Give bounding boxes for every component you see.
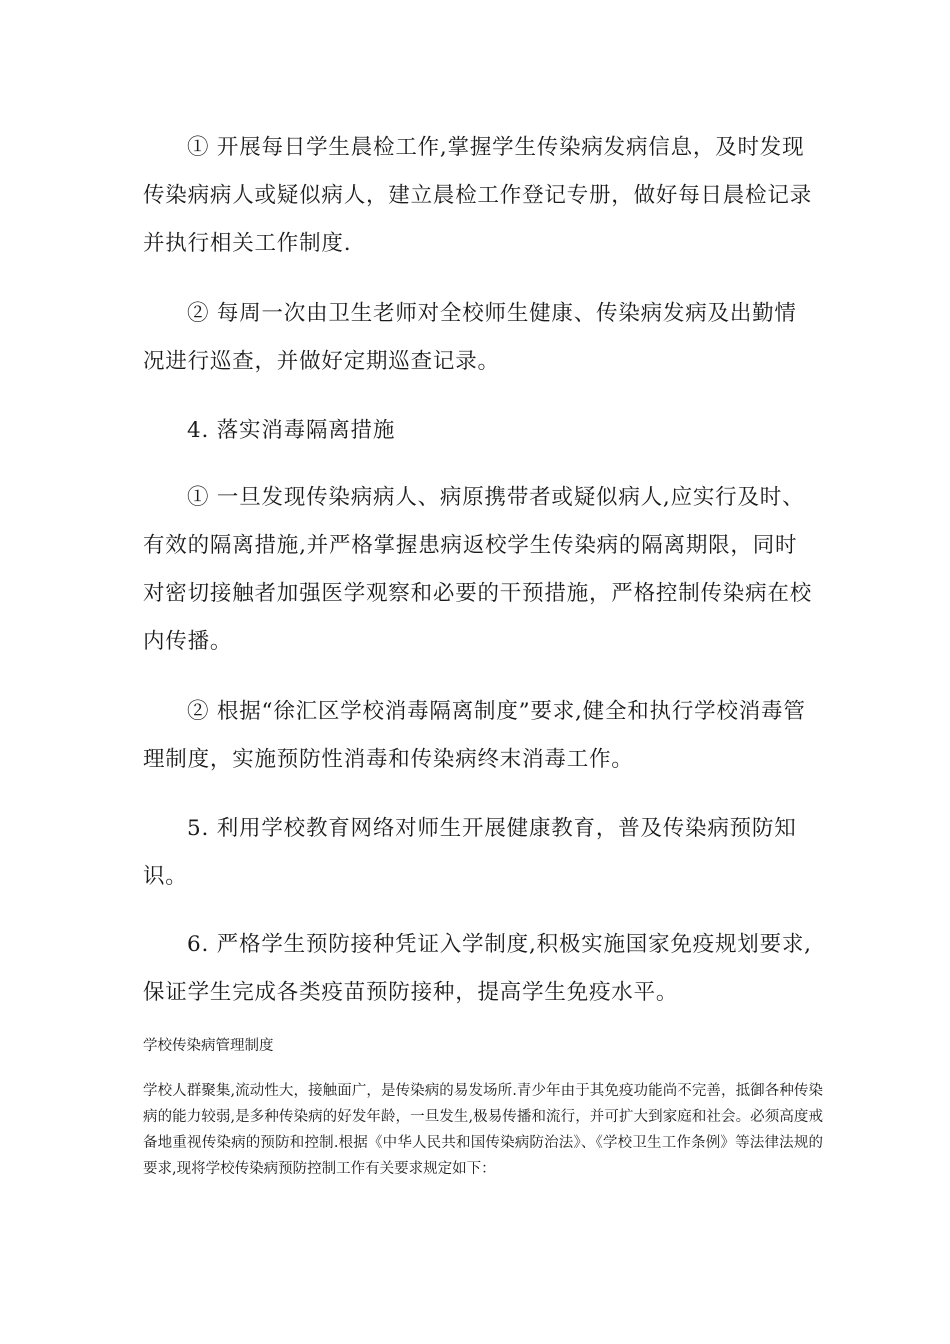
- paragraph-vaccination: 6. 严格学生预防接种凭证入学制度,积极实施国家免疫规划要求,保证学生完成各类疫苗预防接种，提高学生免疫水平。: [143, 932, 812, 1005]
- section-subtitle: 学校传染病管理制度: [143, 1038, 274, 1054]
- section-heading-disinfection: 4. 落实消毒隔离措施: [187, 418, 396, 443]
- paragraph-disinfection-system: ② 根据“徐汇区学校消毒隔离制度”要求,健全和执行学校消毒管理制度，实施预防性消毒和传染病终末消毒工作。: [143, 699, 806, 772]
- paragraph-morning-check: ① 开展每日学生晨检工作,掌握学生传染病发病信息，及时发现传染病病人或疑似病人，建立晨检工作登记专册，做好每日晨检记录并执行相关工作制度.: [143, 135, 813, 256]
- intro-paragraph: 学校人群聚集,流动性大，接触面广，是传染病的易发场所.青少年由于其免疫功能尚不完善，抵御各种传染病的能力较弱,是多种传染病的好发年龄，一旦发生,极易传播和流行，并可扩大到家庭和社会。必须高度戒备地重视传染病的预防和控制.根据《中华人民共和国传染病防治法》、《学校卫生工作条例》等法律法规的要求,现将学校传染病预防控制工作有关要求规定如下：: [143, 1083, 823, 1177]
- paragraph-health-education: 5. 利用学校教育网络对师生开展健康教育，普及传染病预防知识。: [143, 816, 797, 889]
- paragraph-isolation: ① 一旦发现传染病病人、病原携带者或疑似病人,应实行及时、有效的隔离措施,并严格掌握患病返校学生传染病的隔离期限，同时对密切接触者加强医学观察和必要的干预措施，严格控制传染病在校内传播。: [143, 485, 813, 654]
- paragraph-weekly-inspection: ② 每周一次由卫生老师对全校师生健康、传染病发病及出勤情况进行巡查，并做好定期巡查记录。: [143, 301, 797, 374]
